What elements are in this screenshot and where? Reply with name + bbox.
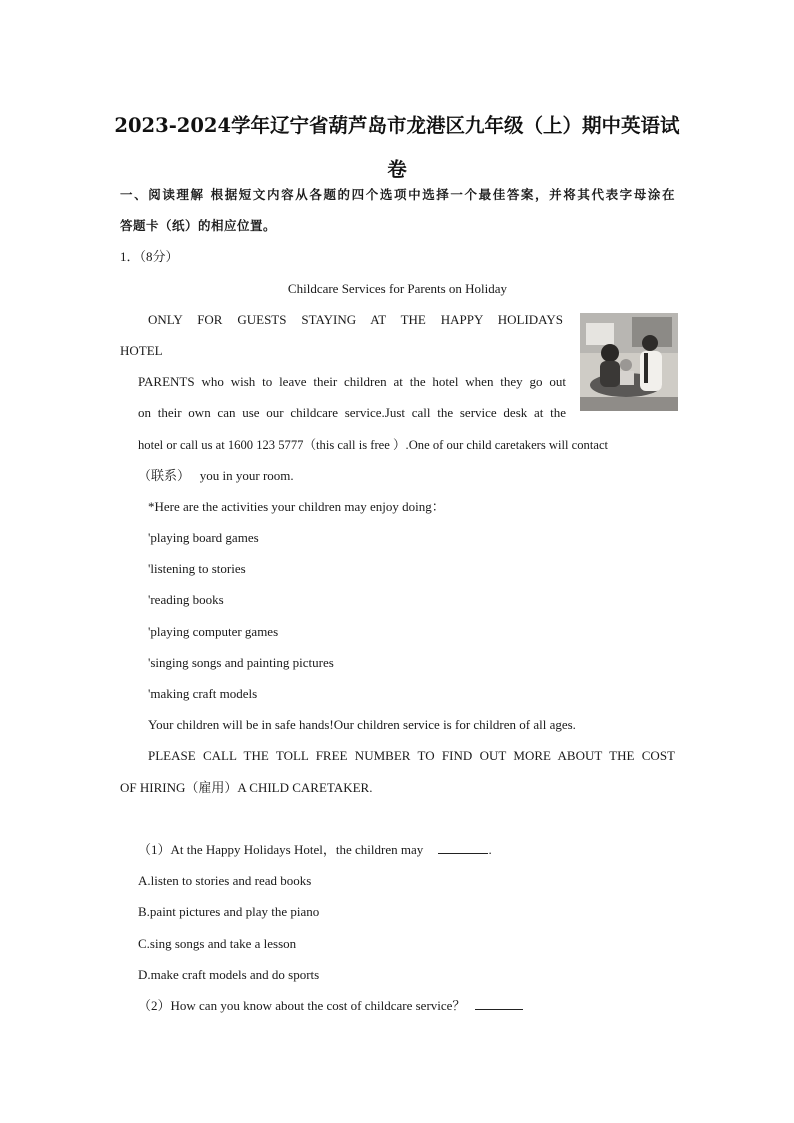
exam-title-line-1: 2023-2024学年辽宁省葫芦岛市龙港区九年级（上）期中英语试 xyxy=(114,114,680,137)
activity-item: 'listening to stories xyxy=(148,561,246,576)
passage-paragraph-1-line-4: （联系） you in your room. xyxy=(138,468,294,483)
passage-paragraph-1-line-2: on their own can use our childcare service.Just call the service desk at the xyxy=(138,405,566,420)
question-number: 1．（8分） xyxy=(120,249,179,264)
passage-title: Childcare Services for Parents on Holiday xyxy=(287,281,508,296)
q2-answer-blank xyxy=(475,995,523,1010)
childcare-photo xyxy=(580,313,678,411)
q1-stem-text: （1）At the Happy Holidays Hotel，the children may xyxy=(138,842,424,857)
q2-stem xyxy=(138,995,693,1017)
q1-option-c: C.sing songs and take a lesson xyxy=(138,936,297,951)
guests-notice-line-2: HOTEL xyxy=(120,343,163,358)
activity-item: 'making craft models xyxy=(148,686,258,701)
activities-intro: *Here are the activities your children may enjoy doing： xyxy=(148,499,445,514)
exam-title-line-2: 卷 xyxy=(387,158,407,181)
activity-item: 'playing computer games xyxy=(148,624,279,639)
activity-item: 'singing songs and painting pictures xyxy=(148,655,334,670)
q1-stem-period: . xyxy=(488,842,492,857)
q1-option-b: B.paint pictures and play the piano xyxy=(138,904,320,919)
call-notice-line-2: OF HIRING（雇用）A CHILD CARETAKER. xyxy=(120,780,373,795)
q1-stem xyxy=(138,839,693,861)
passage-paragraph-1-line-1: PARENTS who wish to leave their children at the hotel when they go out xyxy=(138,374,566,389)
activity-item: 'reading books xyxy=(148,592,224,607)
safe-hands-text: Your children will be in safe hands!Our children service is for children of all ages. xyxy=(148,717,576,732)
q2-stem-text: （2）How can you know about the cost of childcare service？ xyxy=(138,998,466,1013)
section-instruction-line-1: 一、阅读理解 根据短文内容从各题的四个选项中选择一个最佳答案，并将其代表字母涂在 xyxy=(120,187,675,202)
exam-title xyxy=(100,104,694,192)
childcare-photo-image xyxy=(580,313,678,411)
call-notice-line-1: PLEASE CALL THE TOLL FREE NUMBER TO FIND OUT MORE ABOUT THE COST xyxy=(148,748,675,763)
q1-option-d: D.make craft models and do sports xyxy=(138,967,320,982)
q1-option-a: A.listen to stories and read books xyxy=(138,873,312,888)
section-instruction-line-2: 答题卡（纸）的相应位置。 xyxy=(120,218,277,233)
activity-item: 'playing board games xyxy=(148,530,259,545)
q1-answer-blank xyxy=(438,839,488,854)
passage-paragraph-1-line-3: hotel or call us at 1600 123 5777（this call is free ）.One of our child caretakers will contact xyxy=(138,438,609,452)
guests-notice-line-1: ONLY FOR GUESTS STAYING AT THE HAPPY HOLIDAYS xyxy=(148,312,563,327)
